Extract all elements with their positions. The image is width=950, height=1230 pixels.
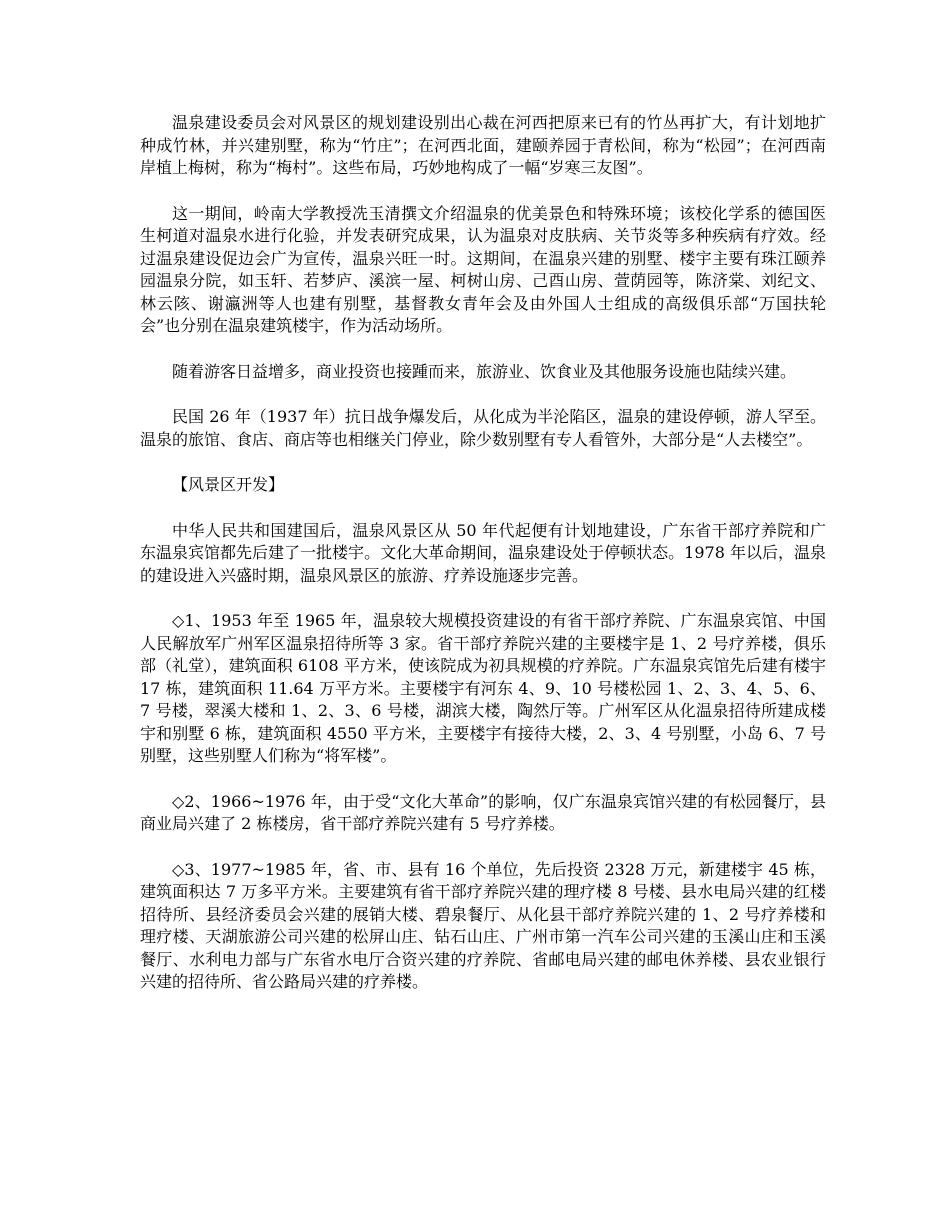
document-body [140,112,826,1017]
section-heading: 【风景区开发】 [172,475,285,494]
paragraph-promotion-villas: 这一期间，岭南大学教授冼玉清撰文介绍温泉的优美景色和特殊环境；该校化学系的德国医生柯道对温泉水进行化验，并发表研究成果，认为温泉对皮肤病、关节炎等多种疾病有疗效。经过温泉建设促边会广为宣传，温泉兴旺一时。这期间，在温泉兴建的别墅、楼宇主要有珠江颐养园温泉分院，如玉轩、若梦庐、溪滨一屋、柯树山房、己酉山房、萱荫园等，陈济棠、刘纪文、林云陔、谢瀛洲等人也建有别墅，基督教女青年会及由外国人士组成的高级俱乐部“万国扶轮会”也分别在温泉建筑楼宇，作为活动场所。 [140,203,826,335]
paragraph-post-1949-development: 中华人民共和国建国后，温泉风景区从 50 年代起便有计划地建设，广东省干部疗养院和广东温泉宾馆都先后建了一批楼宇。文化大革命期间，温泉建设处于停顿状态。1978 年以后，温泉的建设进入兴盛时期，温泉风景区的旅游、疗养设施逐步完善。 [140,520,826,585]
paragraph-phase-1953-1965: ◇1、1953 年至 1965 年，温泉较大规模投资建设的有省干部疗养院、广东温泉宾馆、中国人民解放军广州军区温泉招待所等 3 家。省干部疗养院兴建的主要楼宇是 1、2 号疗养楼，俱乐部（礼堂），建筑面积 6108 平方米，使该院成为初具规模的疗养院。广东温泉宾馆先后建有楼宇 17 栋，建筑面积 11.64 万平方米。主要楼宇有河东 4、9、10 号楼松园 1、2、3、4、5、6、7 号楼，翠溪大楼和 1、2、3、6 号楼，湖滨大楼，陶然厅等。广州军区从化温泉招待所建成楼宇和别墅 6 栋，建筑面积 4550 平方米，主要楼宇有接待大楼，2、3、4 号别墅，小岛 6、7 号别墅，这些别墅人们称为“将军楼”。 [140,611,826,765]
paragraph-phase-1977-1985: ◇3、1977~1985 年，省、市、县有 16 个单位，先后投资 2328 万元，新建楼宇 45 栋，建筑面积达 7 万多平方米。主要建筑有省干部疗养院兴建的理疗楼 8 号楼、县水电局兴建的红楼招待所、县经济委员会兴建的展销大楼、碧泉餐厅、从化县干部疗养院兴建的 1、2 号疗养楼和理疗楼、天湖旅游公司兴建的松屏山庄、钻石山庄、广州市第一汽车公司兴建的玉溪山庄和玉溪餐厅、水利电力部与广东省水电厅合资兴建的疗养院、省邮电局兴建的邮电休养楼、县农业银行兴建的招待所、省公路局兴建的疗养楼。 [140,859,826,991]
paragraph-war-decline: 民国 26 年（1937 年）抗日战争爆发后，从化成为半沦陷区，温泉的建设停顿，游人罕至。温泉的旅馆、食店、商店等也相继关门停业，除少数别墅有专人看管外，大部分是“人去楼空”。 [140,407,826,449]
paragraph-phase-1966-1976: ◇2、1966~1976 年，由于受“文化大革命”的影响，仅广东温泉宾馆兴建的有松园餐厅，县商业局兴建了 2 栋楼房，省干部疗养院兴建有 5 号疗养楼。 [140,791,826,833]
paragraph-commercial-investment: 随着游客日益增多，商业投资也接踵而来，旅游业、饮食业及其他服务设施也陆续兴建。 [172,361,797,381]
paragraph-bamboo-pine-plum: 温泉建设委员会对风景区的规划建设别出心裁在河西把原来已有的竹丛再扩大，有计划地扩种成竹林，并兴建别墅，称为“竹庄”；在河西北面，建颐养园于青松间，称为“松园”；在河西南岸植上梅树，称为“梅村”。这些布局，巧妙地构成了一幅“岁寒三友图”。 [140,113,826,177]
